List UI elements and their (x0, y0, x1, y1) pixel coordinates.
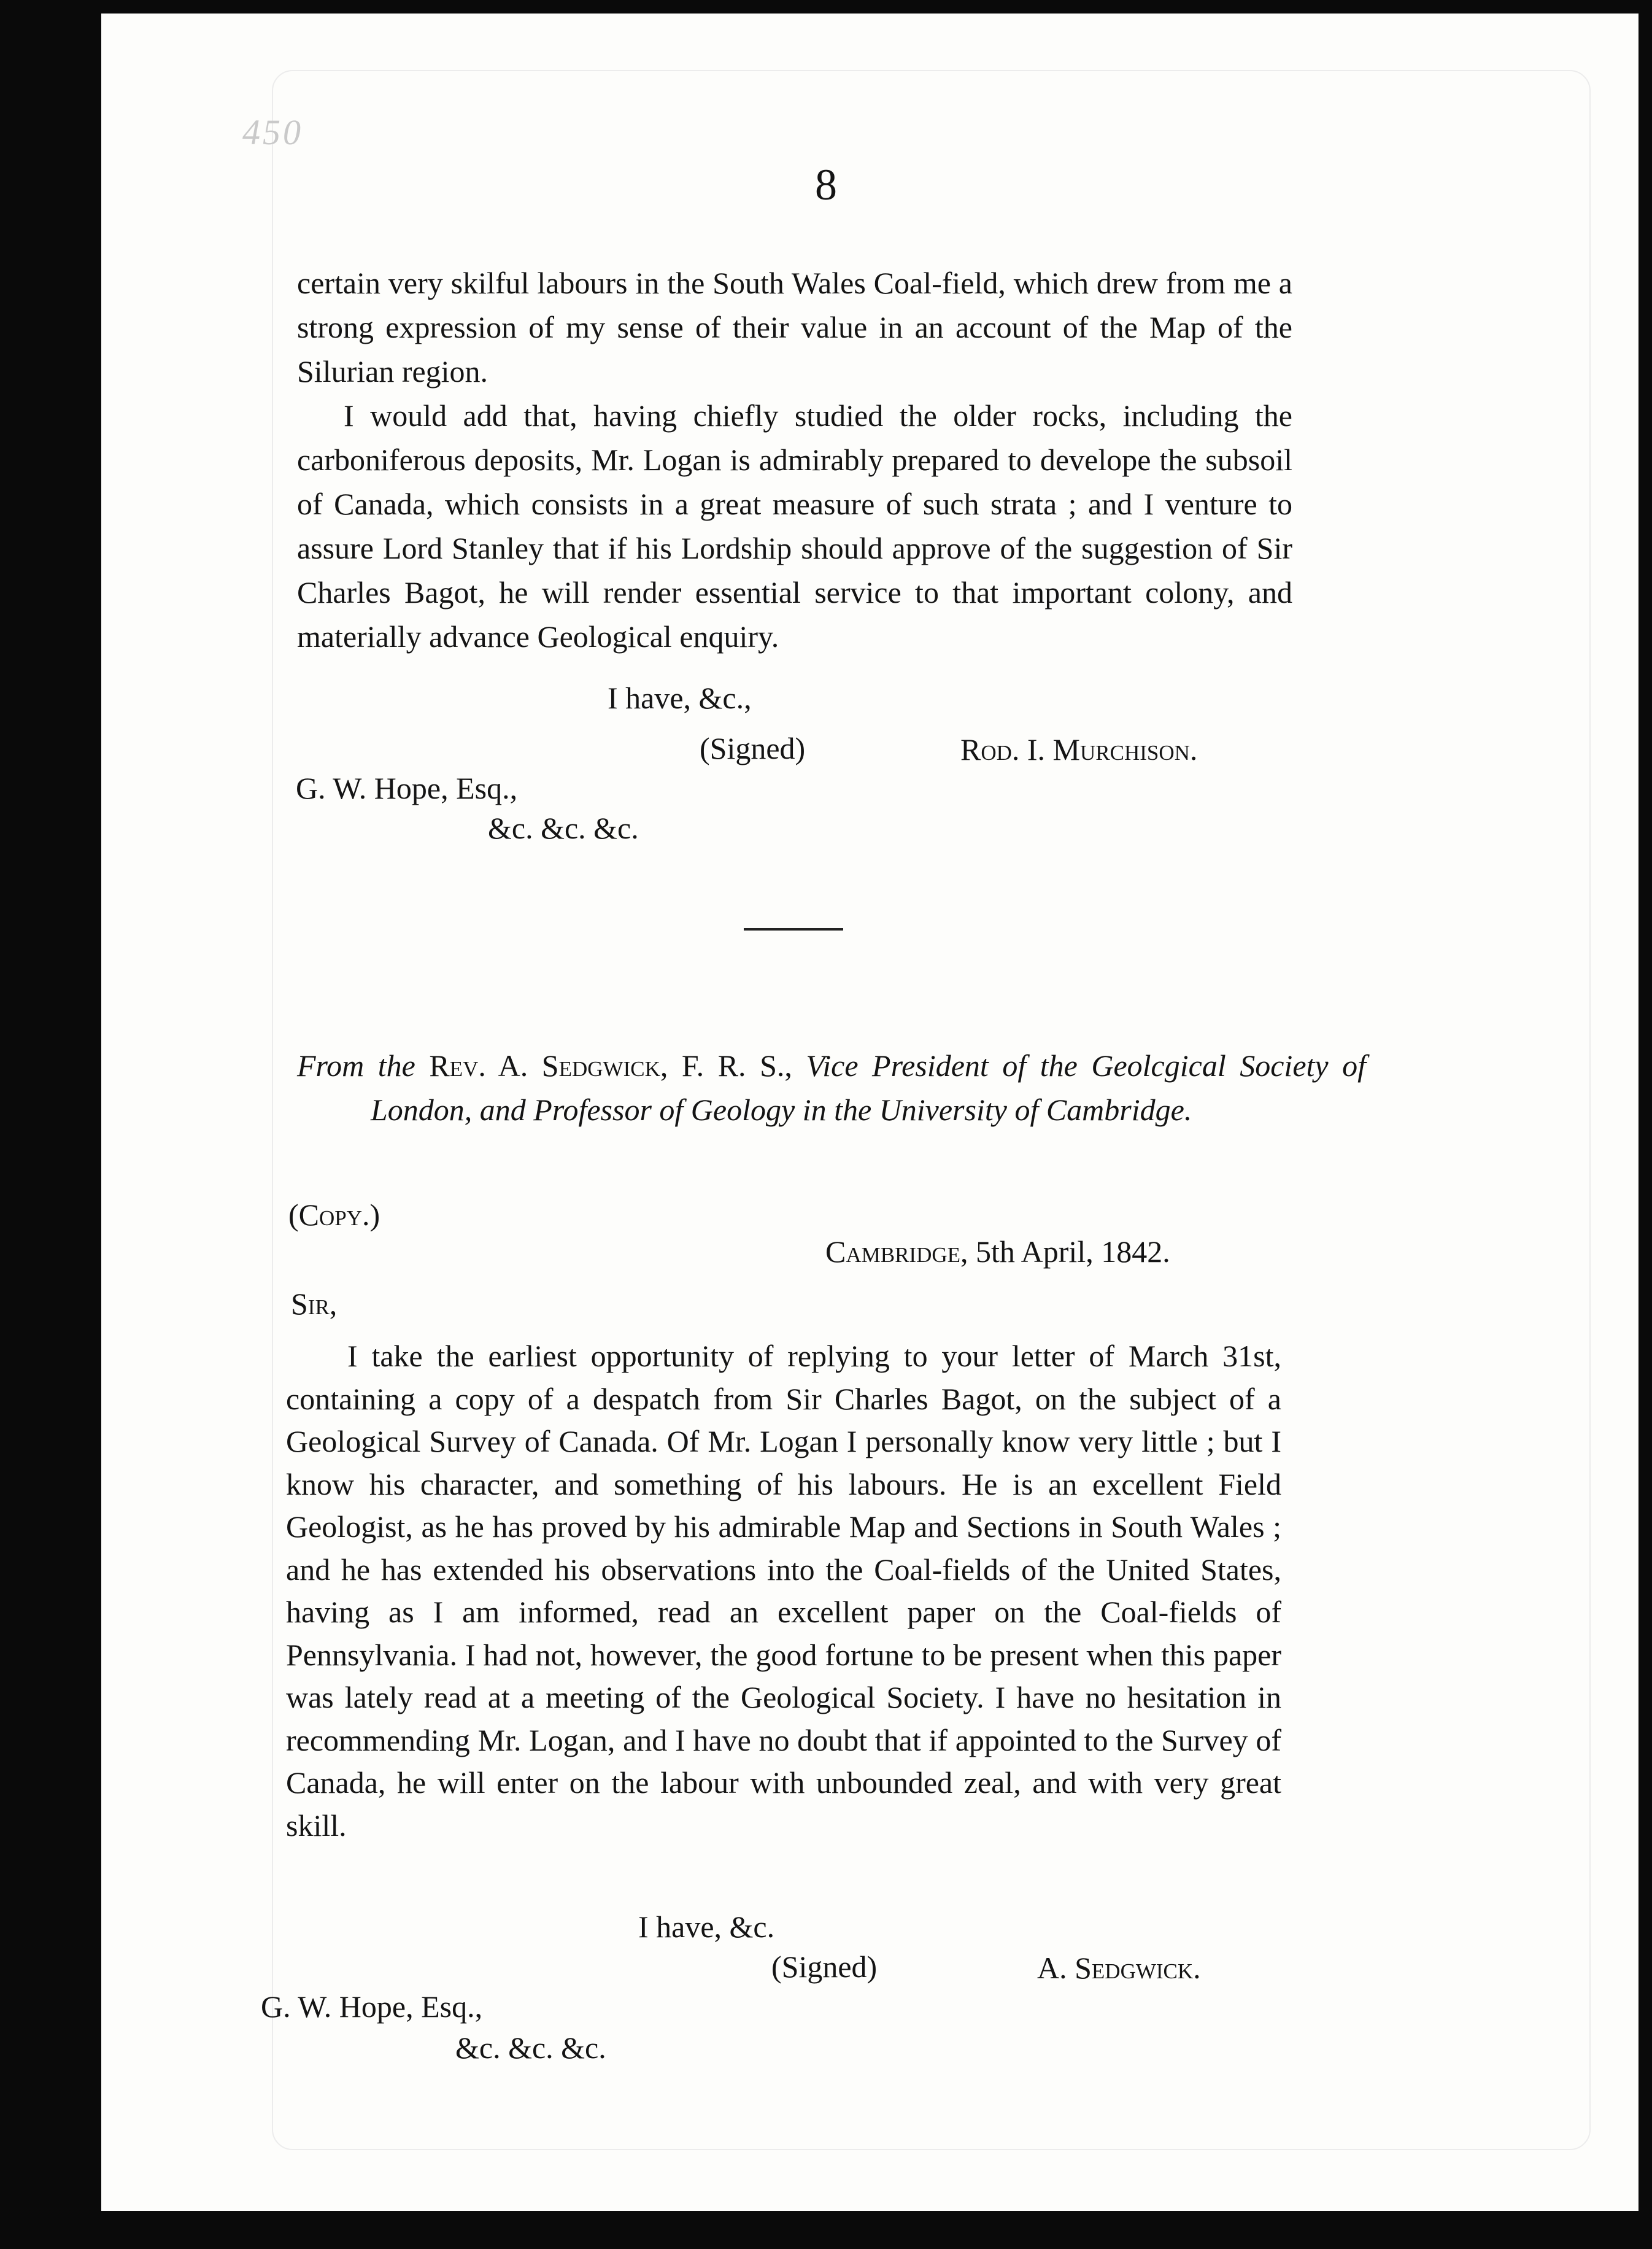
section-divider (744, 928, 843, 931)
letter2-signature: A. Sedgwick. (1037, 1951, 1201, 1985)
letter1-signed: (Signed) (700, 731, 806, 765)
letter2-signed: (Signed) (771, 1949, 878, 1984)
copy-label: (Copy.) (288, 1198, 380, 1232)
letter2-paragraph: I take the earliest opportunity of replying to your letter of March 31st, containing a copy of a despatch from Sir Charles Bagot, on the subject of a Geological Survey of Canada. Of Mr. Logan I personally know very little ; but I know his character, and something of his labours. He is an excellent Field Geologist, as he has proved by his admirable Map and Sections in South Wales ; and he has extended his observations into the Coal-fields of the United States, having as I am informed, read an excellent paper on the Coal-fields of Pennsylvania. I had not, however, the good fortune to be present when this paper was lately read at a meeting of the Geological Society. I have no hesitation in recommending Mr. Logan, and I have no doubt that if appointed to the Survey of Canada, he will enter on the labour with unbounded zeal, and with very great skill. (286, 1339, 1281, 1843)
letter2-body (286, 1335, 1281, 1847)
letter1-body (297, 261, 1292, 659)
pencil-mark: 450 (242, 112, 303, 152)
letter2-closing: I have, &c. (638, 1910, 775, 1944)
letter1-paragraph: certain very skilful labours in the South Wales Coal-field, which drew from me a strong expression of my sense of their value in an account of the Map of the Silurian region. (297, 266, 1292, 389)
letter2-salutation: Sir, (291, 1287, 338, 1321)
letter1-closing: I have, &c., (608, 681, 752, 715)
letter1-paragraph: I would add that, having chiefly studied the older rocks, including the carboniferous deposits, Mr. Logan is admirably prepared to develope the subsoil of Canada, which consists in a great measure of such strata ; and I venture to assure Lord Stanley that if his Lordship should approve of the suggestion of Sir Charles Bagot, he will render essential service to that important colony, and materially advance Geological enquiry. (297, 398, 1292, 654)
letter1-addressee: G. W. Hope, Esq., (296, 771, 518, 805)
heading-name: Rev. A. Sedgwick (429, 1048, 660, 1083)
dateline-place: Cambridge (825, 1234, 961, 1269)
page-number: 8 (815, 160, 837, 209)
letter2-heading (297, 1043, 1366, 1132)
heading-from: From the (297, 1048, 415, 1083)
dateline-date: , 5th April, 1842. (960, 1234, 1170, 1269)
letter2-addressee-etc: &c. &c. &c. (455, 2030, 606, 2065)
letter2-dateline (825, 1234, 1170, 1269)
heading-frs: , F. R. S., (660, 1048, 792, 1083)
letter1-addressee-etc: &c. &c. &c. (488, 811, 639, 845)
letter2-addressee: G. W. Hope, Esq., (261, 1989, 483, 2024)
heading-title: Vice President of the Geolcgical Society of London, and Professor of Geology in the University of Cambridge. (371, 1048, 1367, 1127)
letter1-signature: Rod. I. Murchison. (960, 732, 1198, 767)
